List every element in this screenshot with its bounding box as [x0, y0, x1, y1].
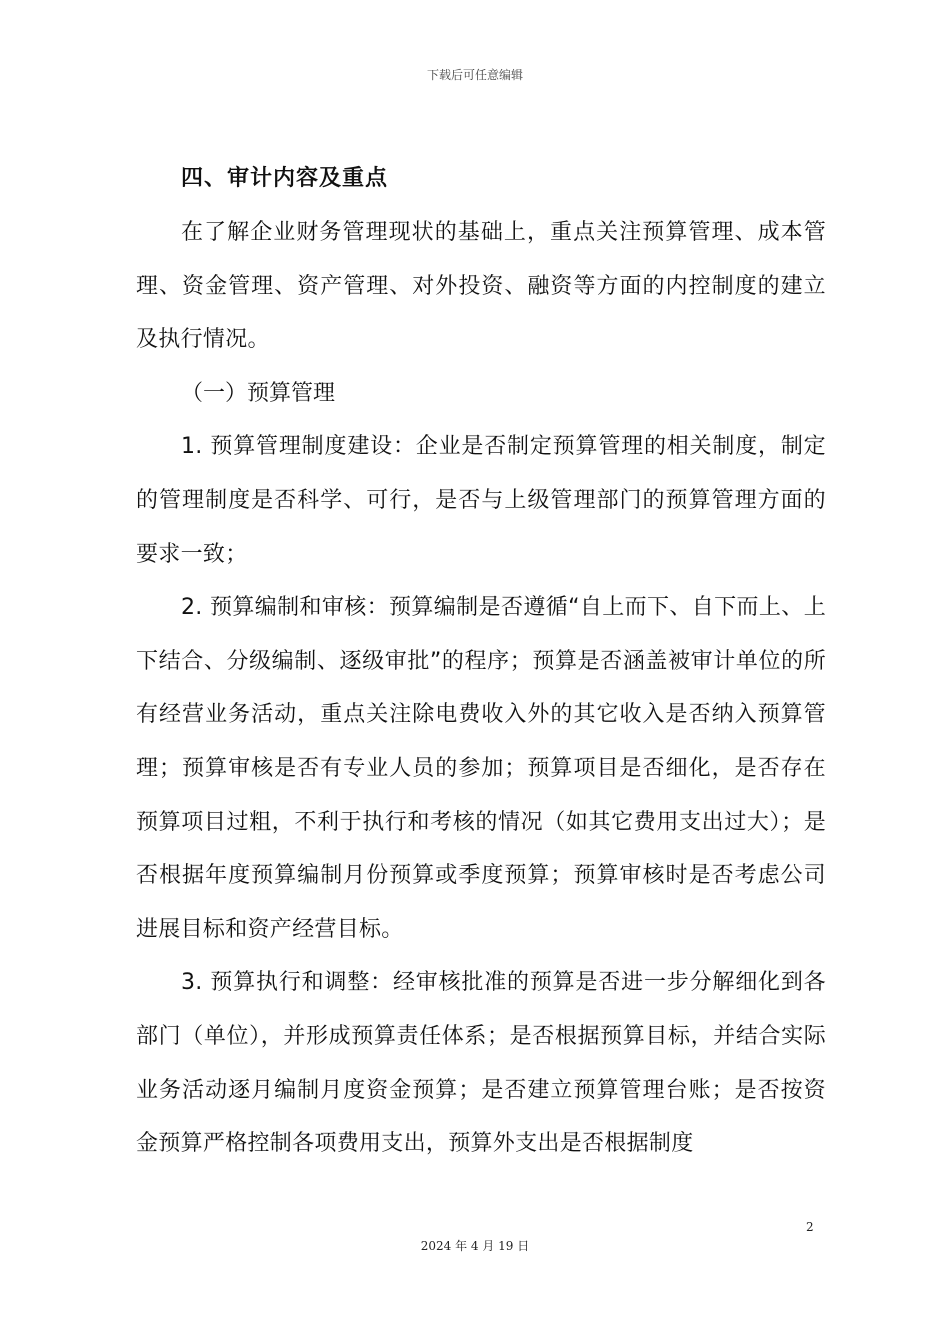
page-number: 2 [806, 1220, 814, 1234]
list-item: 1. 预算管理制度建设：企业是否制定预算管理的相关制度，制定的管理制度是否科学、可行，是否与上级管理部门的预算管理方面的要求一致； [136, 434, 826, 567]
section-title: 四、审计内容及重点 [181, 166, 389, 191]
header-note: 下载后可任意编辑 [426, 68, 523, 82]
document-body [136, 152, 826, 1171]
subsection-title: （一）预算管理 [181, 380, 336, 406]
list-item: 2. 预算编制和审核：预算编制是否遵循“自上而下、自下而上、上下结合、分级编制、逐级审批”的程序；预算是否涵盖被审计单位的所有经营业务活动，重点关注除电费收入外的其它收入是否纳入预算管理；预算审核是否有专业人员的参加；预算项目是否细化，是否存在预算项目过粗，不利于执行和考核的情况（如其它费用支出过大）；是否根据年度预算编制月份预算或季度预算；预算审核时是否考虑公司进展目标和资产经营目标。 [136, 595, 826, 942]
footer-date: 2024 年 4 月 19 日 [420, 1239, 530, 1253]
list-item: 3. 预算执行和调整：经审核批准的预算是否进一步分解细化到各部门（单位），并形成预算责任体系；是否根据预算目标，并结合实际业务活动逐月编制月度资金预算；是否建立预算管理台账；是否按资金预算严格控制各项费用支出，预算外支出是否根据制度 [136, 970, 826, 1157]
intro-paragraph: 在了解企业财务管理现状的基础上，重点关注预算管理、成本管理、资金管理、资产管理、对外投资、融资等方面的内控制度的建立及执行情况。 [136, 220, 826, 353]
